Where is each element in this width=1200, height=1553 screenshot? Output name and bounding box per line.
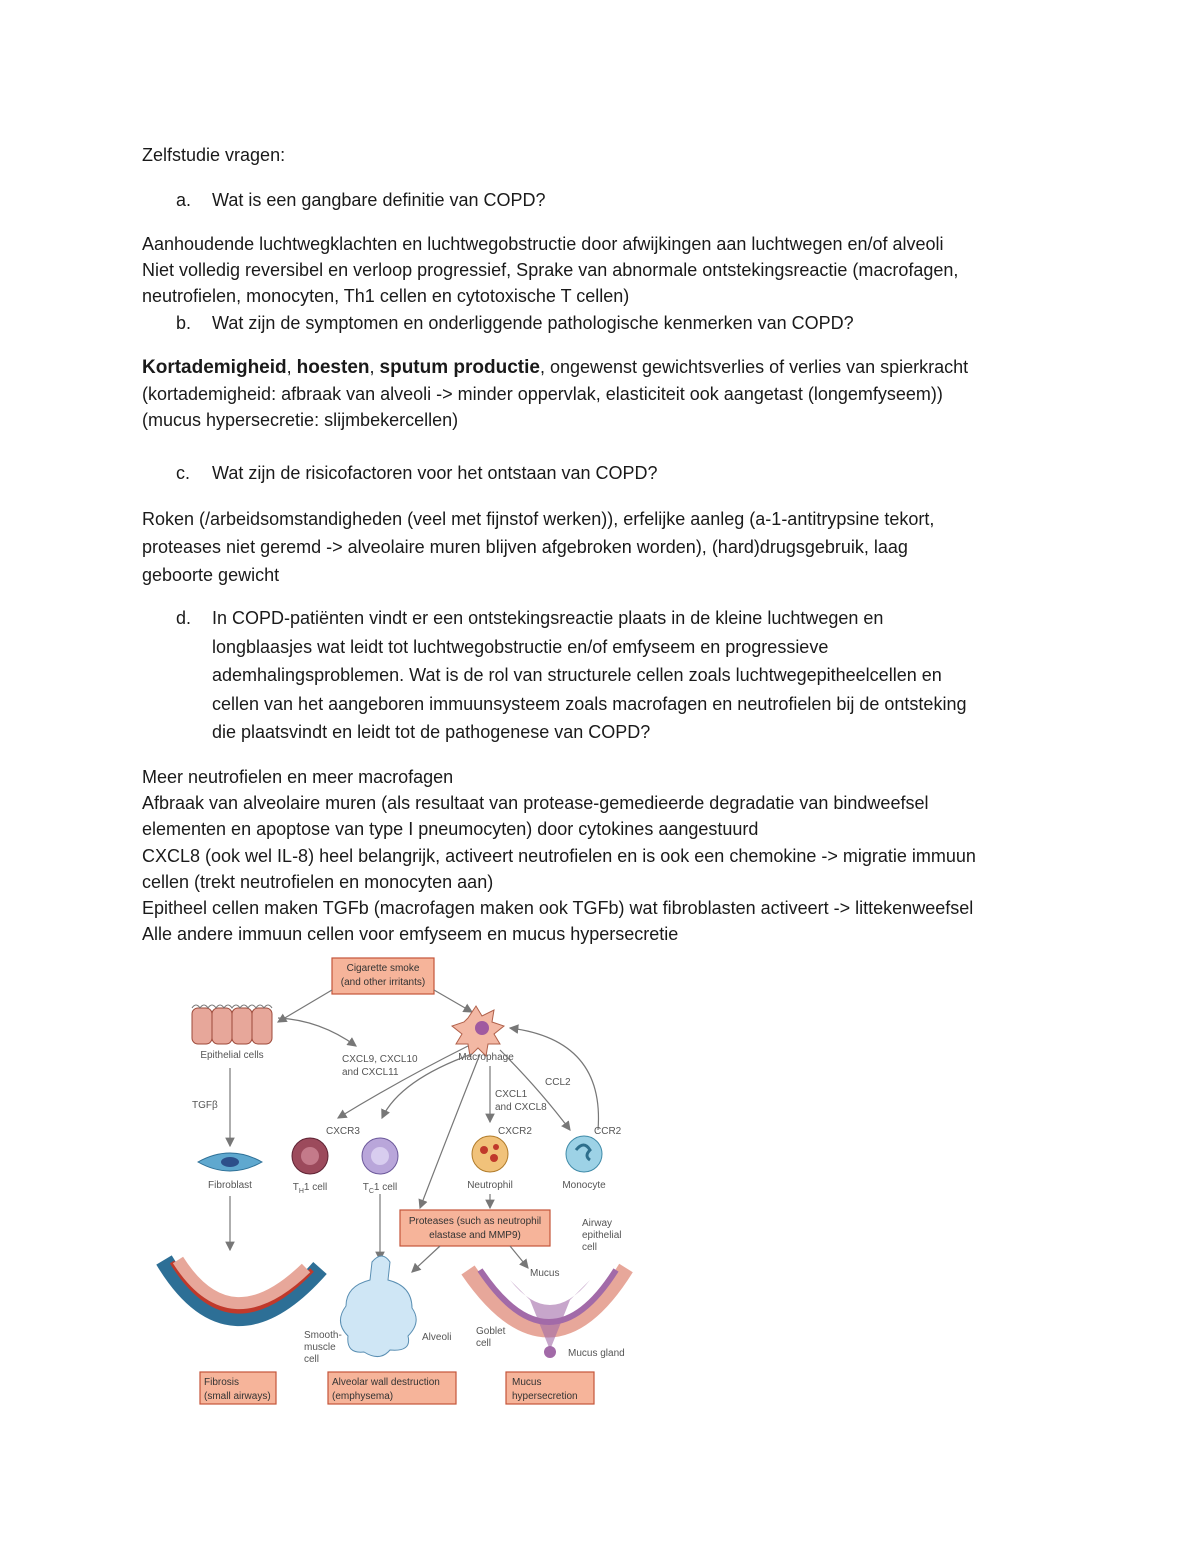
answer-c-line-2: proteases niet geremd -> alveolaire muren blijven afgebroken worden), (hard)drugsgebruik, laag xyxy=(142,537,908,557)
cxcr2-label: CXCR2 xyxy=(498,1126,532,1137)
smooth-muscle-label-1: Smooth- xyxy=(304,1330,342,1341)
cigarette-smoke-box xyxy=(332,958,434,994)
tc1-label-rest: 1 cell xyxy=(373,1182,398,1193)
tc1-cell-icon xyxy=(362,1138,398,1174)
tc1-label-main: T xyxy=(362,1182,369,1193)
fibrosis-box xyxy=(200,1372,276,1404)
arrow-proteases-mucus xyxy=(510,1246,528,1268)
answer-a-line-3: neutrofielen, monocyten, Th1 cellen en cytotoxische T cellen) xyxy=(142,286,630,306)
question-d-line-5: die plaatsvindt en leidt tot de pathogenese van COPD? xyxy=(212,722,651,742)
tc1-label xyxy=(363,1182,398,1195)
answer-b-line-2: (kortademigheid: afbraak van alveoli -> minder oppervlak, elasticiteit ook aangetast (longemfyseem)) xyxy=(142,384,943,404)
question-d xyxy=(176,604,1096,749)
cxcl9-label-1: CXCL9, CXCL10 xyxy=(342,1054,418,1065)
question-d-line-2: longblaasjes wat leidt tot luchtwegobstructie en/of emfyseem en progressieve xyxy=(212,636,829,657)
mucus-airway-illustration xyxy=(468,1268,626,1358)
arrow-smoke-macrophage xyxy=(434,990,472,1012)
question-a-text: Wat is een gangbare definitie van COPD? xyxy=(212,190,546,210)
answer-b-line-1 xyxy=(142,354,968,381)
cxcl9-label-2: and CXCL11 xyxy=(342,1067,399,1078)
fibrosis-airway-illustration xyxy=(164,1260,320,1317)
smooth-muscle-label-2: muscle xyxy=(304,1342,336,1353)
ccr2-label: CCR2 xyxy=(594,1126,622,1137)
question-c-label: c. xyxy=(176,463,191,483)
answer-c-line-3: geboorte gewicht xyxy=(142,565,280,585)
answer-b-sep-1: , xyxy=(286,357,297,377)
alveoli-label: Alveoli xyxy=(422,1332,452,1343)
copd-pathogenesis-figure xyxy=(150,950,650,1410)
th1-label-rest: 1 cell xyxy=(303,1182,328,1193)
answer-d-line-4: CXCL8 (ook wel IL-8) heel belangrijk, activeert neutrofielen en is ook een chemokine -> migratie immuun xyxy=(142,846,976,866)
arrow-epithelial-chemokines xyxy=(278,1018,356,1046)
arrow-smoke-epithelial xyxy=(278,990,332,1022)
fibroblast-icon xyxy=(198,1153,262,1171)
answer-b-rest: , ongewenst gewichtsverlies of verlies van spierkracht xyxy=(539,357,969,377)
question-b-label: b. xyxy=(176,313,192,333)
question-d-line-3: ademhalingsproblemen. Wat is de rol van structurele cellen zoals luchtwegepitheelcellen en xyxy=(212,665,942,685)
alveolar-destruction-box xyxy=(328,1372,456,1404)
answer-d-line-3: elementen en apoptose van type I pneumocyten) door cytokines aangestuurd xyxy=(142,819,759,839)
tgfb-label: TGFβ xyxy=(192,1100,218,1111)
question-d-label: d. xyxy=(176,608,192,628)
th1-cell-icon xyxy=(292,1138,328,1174)
answer-d-line-2: Afbraak van alveolaire muren (als resultaat van protease-gemedieerde degradatie van bindweefsel xyxy=(142,793,929,813)
question-b-text: Wat zijn de symptomen en onderliggende pathologische kenmerken van COPD? xyxy=(212,313,854,333)
mucus-label: Mucus xyxy=(530,1268,560,1279)
smooth-muscle-label-3: cell xyxy=(304,1354,320,1365)
heading: Zelfstudie vragen: xyxy=(142,145,286,165)
proteases-label-2: elastase and MMP9) xyxy=(429,1230,521,1241)
answer-a-line-2: Niet volledig reversibel en verloop progressief, Sprake van abnormale ontstekingsreactie (macrofagen, xyxy=(142,260,959,280)
mucus-gland-label: Mucus gland xyxy=(568,1348,625,1359)
airway-label-3: cell xyxy=(582,1242,598,1253)
mucus-hypersecretion-box xyxy=(506,1372,594,1404)
answer-d-line-7: Alle andere immuun cellen voor emfyseem en mucus hypersecretie xyxy=(142,924,679,944)
alveoli-illustration xyxy=(340,1256,416,1357)
proteases-label-1: Proteases (such as neutrophil xyxy=(408,1216,542,1227)
airway-label-2: epithelial xyxy=(582,1230,622,1241)
arrow-proteases-alveoli xyxy=(412,1246,440,1272)
goblet-label-2: cell xyxy=(476,1338,492,1349)
epithelial-cells-icon xyxy=(192,1005,272,1044)
goblet-label-1: Goblet xyxy=(476,1326,506,1337)
smoke-label-1: Cigarette smoke xyxy=(346,963,420,974)
neutrophil-icon xyxy=(472,1136,508,1172)
answer-d-line-5: cellen (trekt neutrofielen en monocyten aan) xyxy=(142,872,494,892)
answer-b-bold-1: Kortademigheid xyxy=(142,357,287,378)
airway-label-1: Airway xyxy=(582,1218,613,1229)
answer-b-bold-2: hoesten xyxy=(296,357,370,378)
macrophage-label: Macrophage xyxy=(458,1052,514,1063)
macrophage-icon xyxy=(452,1006,504,1056)
answer-d-line-1: Meer neutrofielen en meer macrofagen xyxy=(142,767,454,787)
monocyte-label: Monocyte xyxy=(562,1180,606,1191)
cxcr3-label: CXCR3 xyxy=(326,1126,360,1137)
alveolar-label-1: Alveolar wall destruction xyxy=(332,1377,440,1388)
neutrophil-label: Neutrophil xyxy=(467,1180,513,1191)
answer-b-line-3: (mucus hypersecretie: slijmbekercellen) xyxy=(142,410,459,430)
answer-c-line-1: Roken (/arbeidsomstandigheden (veel met fijnstof werken)), erfelijke aanleg (a-1-antitrypsine tekort, xyxy=(142,509,935,529)
ccl2-label: CCL2 xyxy=(545,1077,571,1088)
fibrosis-label-2: (small airways) xyxy=(204,1391,271,1402)
th1-label-sub: H xyxy=(298,1188,304,1195)
monocyte-icon xyxy=(566,1136,602,1172)
answer-b-sep-2: , xyxy=(369,357,380,377)
epithelial-label: Epithelial cells xyxy=(200,1050,264,1061)
th1-label-main: T xyxy=(292,1182,299,1193)
fibroblast-label: Fibroblast xyxy=(208,1180,252,1191)
question-d-line-4: cellen van het aangeboren immuunsysteem zoals macrofagen en neutrofielen bij de ontsteking xyxy=(212,693,967,714)
hypersecretion-label-1: Mucus xyxy=(512,1377,542,1388)
question-c-text: Wat zijn de risicofactoren voor het ontstaan van COPD? xyxy=(212,463,658,483)
fibrosis-label-1: Fibrosis xyxy=(204,1377,240,1388)
answer-b-bold-3: sputum productie xyxy=(379,357,540,378)
cxcl1-label-2: and CXCL8 xyxy=(495,1102,547,1113)
cxcl1-label-1: CXCL1 xyxy=(495,1089,528,1100)
smoke-label-2: (and other irritants) xyxy=(340,977,426,988)
hypersecretion-label-2: hypersecretion xyxy=(512,1391,578,1402)
tc1-label-sub: C xyxy=(368,1188,374,1195)
alveolar-label-2: (emphysema) xyxy=(332,1391,394,1402)
answer-a-line-1: Aanhoudende luchtwegklachten en luchtwegobstructie door afwijkingen aan luchtwegen en/of alveoli xyxy=(142,234,944,254)
th1-label xyxy=(293,1182,328,1195)
answer-d-line-6: Epitheel cellen maken TGFb (macrofagen maken ook TGFb) wat fibroblasten activeert -> littekenweefsel xyxy=(142,898,974,918)
question-d-line-1: In COPD-patiënten vindt er een ontstekingsreactie plaats in de kleine luchtwegen en xyxy=(212,608,884,628)
proteases-box xyxy=(400,1210,550,1246)
question-a-label: a. xyxy=(176,190,192,210)
